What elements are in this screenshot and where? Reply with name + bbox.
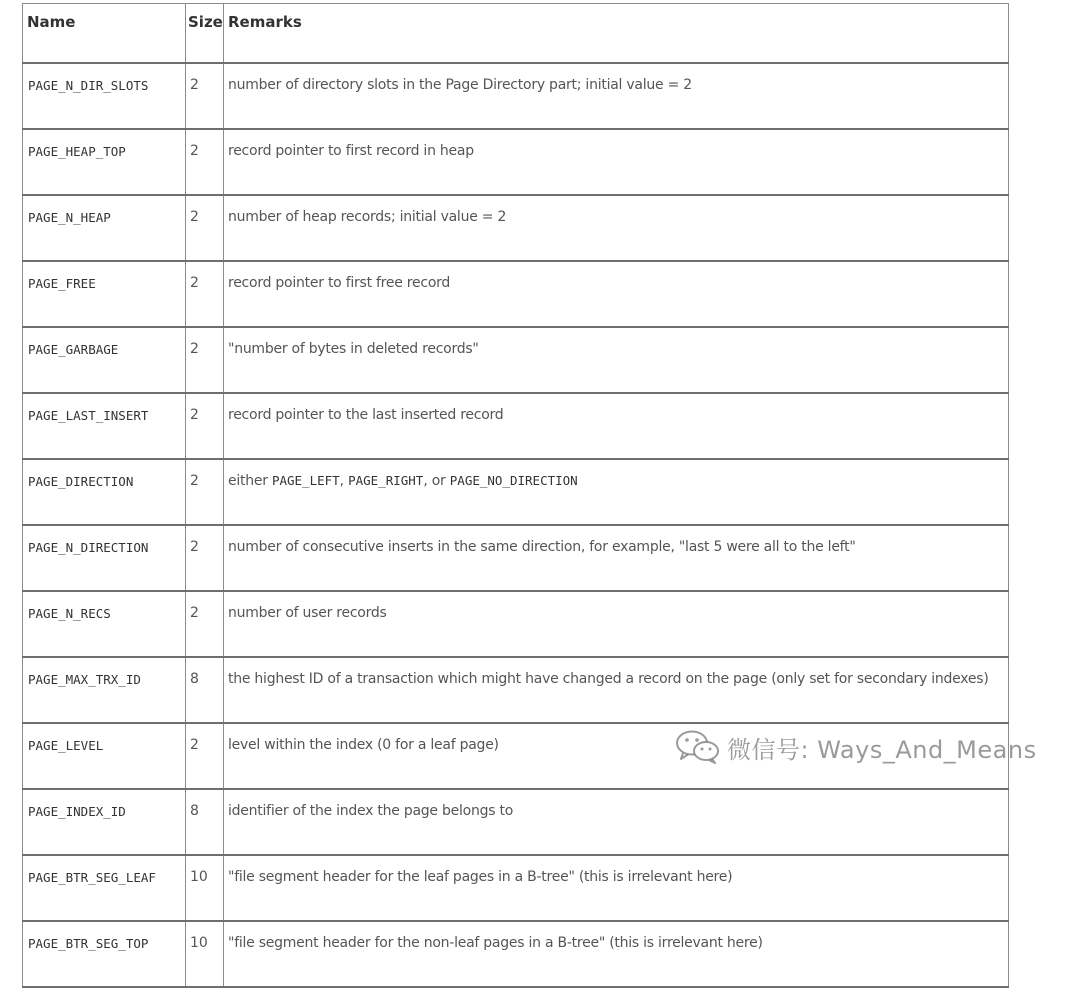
field-remarks: record pointer to the last inserted record — [224, 393, 1009, 459]
field-remarks: level within the index (0 for a leaf page) — [224, 723, 1009, 789]
field-remarks: "file segment header for the leaf pages in a B-tree" (this is irrelevant here) — [224, 855, 1009, 921]
field-name: PAGE_LAST_INSERT — [23, 393, 186, 459]
field-remarks: record pointer to first record in heap — [224, 129, 1009, 195]
field-remarks: "number of bytes in deleted records" — [224, 327, 1009, 393]
field-size: 8 — [186, 657, 224, 723]
field-name: PAGE_N_HEAP — [23, 195, 186, 261]
remarks-code: PAGE_NO_DIRECTION — [449, 473, 578, 488]
field-remarks: number of user records — [224, 591, 1009, 657]
table-row — [23, 525, 1009, 591]
table-row — [23, 459, 1009, 525]
field-size: 2 — [186, 591, 224, 657]
field-name: PAGE_INDEX_ID — [23, 789, 186, 855]
page-header-fields-table — [22, 3, 1009, 988]
column-header-size: Size — [186, 4, 224, 64]
field-name: PAGE_MAX_TRX_ID — [23, 657, 186, 723]
table-row — [23, 789, 1009, 855]
field-name: PAGE_N_DIR_SLOTS — [23, 63, 186, 129]
table-row — [23, 63, 1009, 129]
table-row — [23, 723, 1009, 789]
field-size: 8 — [186, 789, 224, 855]
field-remarks: record pointer to first free record — [224, 261, 1009, 327]
table-row — [23, 195, 1009, 261]
field-name: PAGE_N_RECS — [23, 591, 186, 657]
watermark-text: 微信号: Ways_And_Means — [727, 735, 1037, 764]
column-header-remarks: Remarks — [224, 4, 1009, 64]
field-remarks: number of directory slots in the Page Directory part; initial value = 2 — [224, 63, 1009, 129]
table-row — [23, 393, 1009, 459]
field-name: PAGE_DIRECTION — [23, 459, 186, 525]
field-name: PAGE_BTR_SEG_TOP — [23, 921, 186, 987]
field-size: 2 — [186, 393, 224, 459]
field-name: PAGE_FREE — [23, 261, 186, 327]
table-row — [23, 657, 1009, 723]
field-size: 2 — [186, 459, 224, 525]
field-size: 2 — [186, 195, 224, 261]
field-name: PAGE_HEAP_TOP — [23, 129, 186, 195]
remarks-text: either — [228, 473, 272, 489]
field-name: PAGE_N_DIRECTION — [23, 525, 186, 591]
field-remarks: number of heap records; initial value = 2 — [224, 195, 1009, 261]
table-row — [23, 261, 1009, 327]
remarks-text: , — [339, 473, 349, 489]
field-size: 10 — [186, 921, 224, 987]
field-size: 2 — [186, 129, 224, 195]
field-remarks — [224, 459, 1009, 525]
remarks-code: PAGE_LEFT — [271, 473, 340, 488]
table-row — [23, 327, 1009, 393]
field-remarks: identifier of the index the page belongs to — [224, 789, 1009, 855]
field-name: PAGE_LEVEL — [23, 723, 186, 789]
field-size: 2 — [186, 525, 224, 591]
field-remarks: number of consecutive inserts in the same direction, for example, "last 5 were all to the left" — [224, 525, 1009, 591]
field-size: 2 — [186, 261, 224, 327]
field-name: PAGE_BTR_SEG_LEAF — [23, 855, 186, 921]
field-remarks: the highest ID of a transaction which might have changed a record on the page (only set for secondary indexes) — [224, 657, 1009, 723]
table-row — [23, 855, 1009, 921]
field-size: 10 — [186, 855, 224, 921]
remarks-code: PAGE_RIGHT — [348, 473, 424, 488]
field-size: 2 — [186, 723, 224, 789]
table-row — [23, 591, 1009, 657]
field-size: 2 — [186, 63, 224, 129]
table-row — [23, 129, 1009, 195]
field-remarks: "file segment header for the non-leaf pages in a B-tree" (this is irrelevant here) — [224, 921, 1009, 987]
remarks-text: , or — [423, 473, 450, 489]
table-row — [23, 921, 1009, 987]
table-header-row — [23, 4, 1009, 64]
column-header-name: Name — [23, 4, 186, 64]
field-size: 2 — [186, 327, 224, 393]
field-name: PAGE_GARBAGE — [23, 327, 186, 393]
